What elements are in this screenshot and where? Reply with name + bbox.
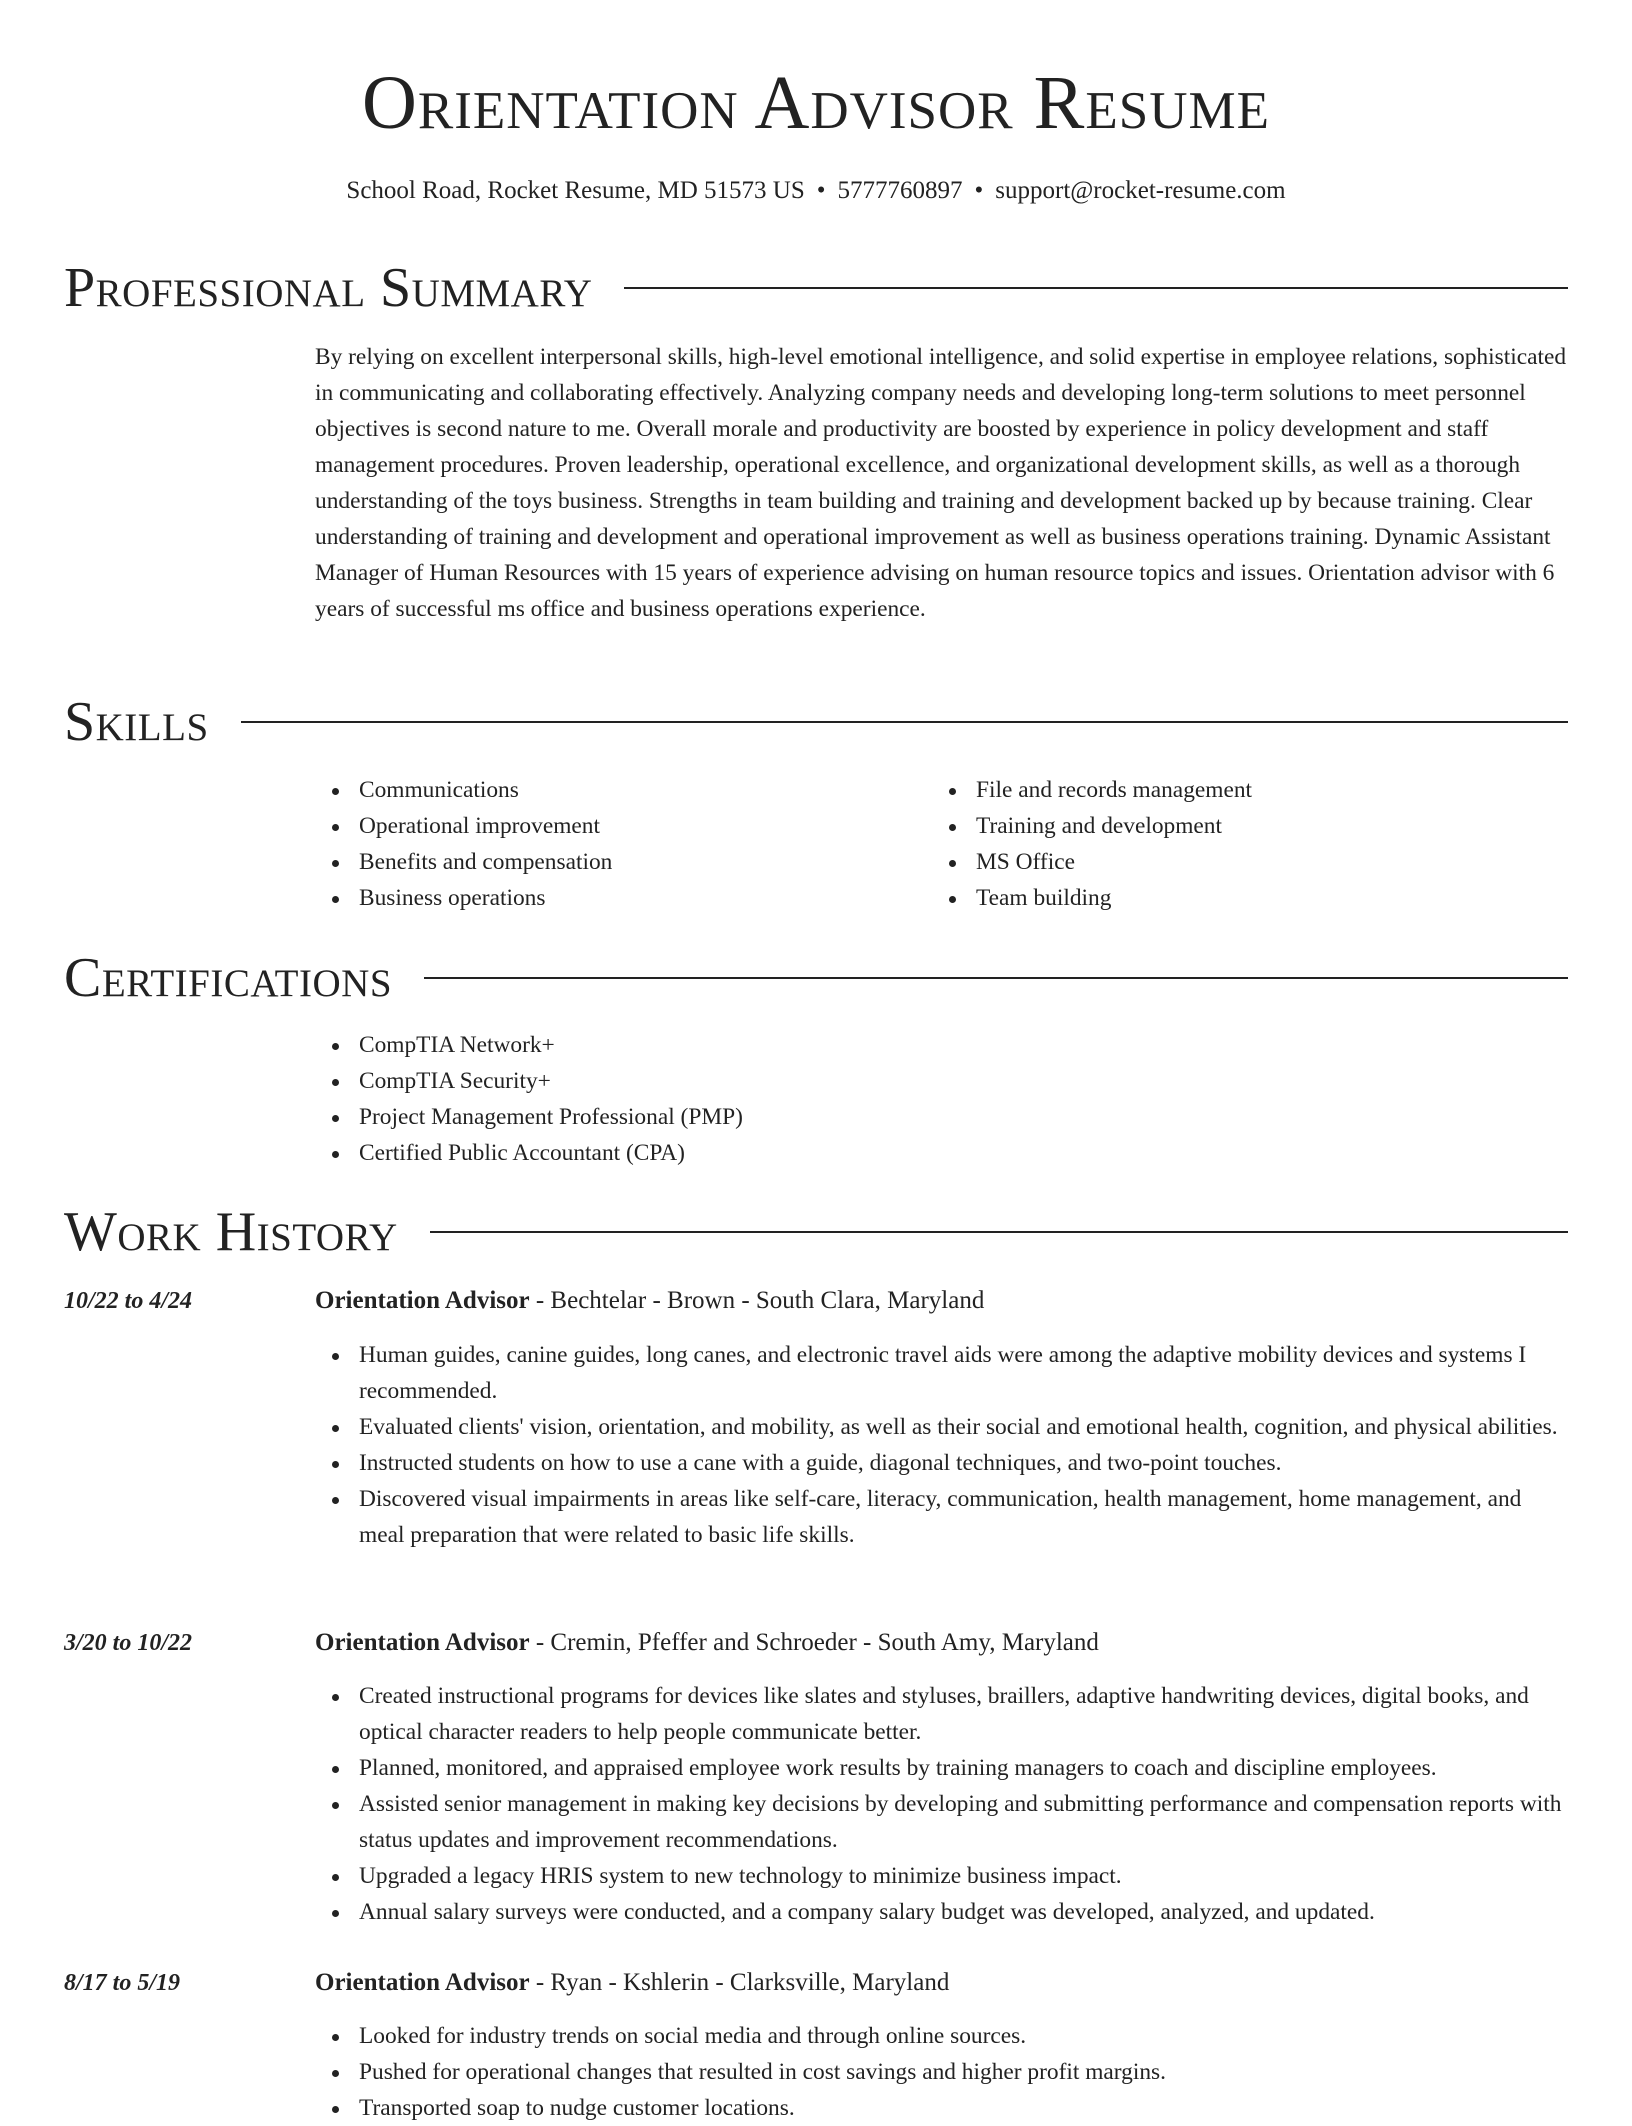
job-duty-item: Created instructional programs for devices like slates and styluses, braillers, adaptive handwriting devices, digital books, and optical character readers to help people communicate better. bbox=[315, 1678, 1568, 1750]
job-role: Orientation Advisor bbox=[315, 1287, 530, 1314]
job-duties-list bbox=[315, 1337, 1568, 1553]
job-role: Orientation Advisor bbox=[315, 1969, 530, 1996]
job-duty-item: Transported soap to nudge customer locations. bbox=[315, 2090, 1568, 2126]
certification-item: CompTIA Network+ bbox=[315, 1027, 1568, 1063]
skills-left-column bbox=[315, 772, 915, 916]
job-title-line bbox=[315, 1967, 1568, 1999]
skills-right-column bbox=[932, 772, 1532, 916]
section-divider bbox=[430, 1231, 1568, 1233]
certifications-list bbox=[315, 1027, 1568, 1171]
job-dates: 10/22 to 4/24 bbox=[64, 1288, 193, 1314]
job-dates: 3/20 to 10/22 bbox=[64, 1630, 193, 1656]
job-role: Orientation Advisor bbox=[315, 1629, 530, 1656]
work-history-section-header bbox=[64, 1200, 1568, 1264]
skills-list-left bbox=[315, 772, 915, 916]
certification-item: CompTIA Security+ bbox=[315, 1063, 1568, 1099]
section-divider bbox=[241, 721, 1568, 723]
job-duty-item: Planned, monitored, and appraised employee work results by training managers to coach and discipline employees. bbox=[315, 1750, 1568, 1786]
job-dates: 8/17 to 5/19 bbox=[64, 1970, 181, 1996]
skill-item: Operational improvement bbox=[315, 808, 915, 844]
skills-heading: Skills bbox=[64, 691, 209, 753]
contact-separator: • bbox=[974, 177, 984, 204]
job-title-line bbox=[315, 1285, 1568, 1317]
job-duties bbox=[315, 1678, 1568, 1930]
skill-item: Business operations bbox=[315, 880, 915, 916]
job-duty-item: Evaluated clients' vision, orientation, and mobility, as well as their social and emotional health, cognition, and physical abilities. bbox=[315, 1409, 1568, 1445]
section-divider bbox=[424, 977, 1568, 979]
summary-heading: Professional Summary bbox=[64, 257, 593, 319]
job-duty-item: Annual salary surveys were conducted, and a company salary budget was developed, analyzed, and updated. bbox=[315, 1894, 1568, 1930]
job-duties-list bbox=[315, 2018, 1568, 2126]
certifications-section-header bbox=[64, 946, 1568, 1010]
job-duties-list bbox=[315, 1678, 1568, 1930]
job-duties bbox=[315, 1337, 1568, 1553]
certifications-block bbox=[315, 1027, 1568, 1171]
contact-line bbox=[64, 175, 1568, 207]
contact-separator: • bbox=[816, 177, 826, 204]
skills-section-header bbox=[64, 690, 1568, 754]
work-history-heading: Work History bbox=[64, 1201, 398, 1263]
contact-email: support@rocket-resume.com bbox=[995, 177, 1286, 204]
skill-item: Team building bbox=[932, 880, 1532, 916]
job-employer: - Ryan - Kshlerin - Clarksville, Maryland bbox=[529, 1969, 950, 1996]
job-duties bbox=[315, 2018, 1568, 2126]
job-employer: - Bechtelar - Brown - South Clara, Maryland bbox=[529, 1287, 985, 1314]
skills-list-right bbox=[932, 772, 1532, 916]
job-duty-item: Discovered visual impairments in areas like self-care, literacy, communication, health management, home management, and meal preparation that were related to basic life skills. bbox=[315, 1481, 1568, 1553]
job-duty-item: Upgraded a legacy HRIS system to new technology to minimize business impact. bbox=[315, 1858, 1568, 1894]
job-title-line bbox=[315, 1627, 1568, 1659]
summary-text: By relying on excellent interpersonal skills, high-level emotional intelligence, and solid expertise in employee relations, sophisticated in communicating and collaborating effectively. Analyzing company needs and developing long-term solutions to meet personnel objectives is second nature to me. Overall morale and productivity are boosted by experience in policy development and staff management procedures. Proven leadership, operational excellence, and organizational development skills, as well as a thorough understanding of the toys business. Strengths in team building and training and development backed up by because training. Clear understanding of training and development and operational improvement as well as business operations training. Dynamic Assistant Manager of Human Resources with 15 years of experience advising on human resource topics and issues. Orientation advisor with 6 years of successful ms office and business operations experience. bbox=[315, 344, 1567, 622]
skill-item: Benefits and compensation bbox=[315, 844, 915, 880]
section-divider bbox=[624, 287, 1568, 289]
skill-item: Communications bbox=[315, 772, 915, 808]
skill-item: File and records management bbox=[932, 772, 1532, 808]
job-duty-item: Pushed for operational changes that resulted in cost savings and higher profit margins. bbox=[315, 2054, 1568, 2090]
job-duty-item: Human guides, canine guides, long canes, and electronic travel aids were among the adaptive mobility devices and systems I recommended. bbox=[315, 1337, 1568, 1409]
contact-phone: 5777760897 bbox=[837, 177, 963, 204]
job-duty-item: Looked for industry trends on social media and through online sources. bbox=[315, 2018, 1568, 2054]
summary-section-header bbox=[64, 256, 1568, 320]
skill-item: MS Office bbox=[932, 844, 1532, 880]
contact-address: School Road, Rocket Resume, MD 51573 US bbox=[346, 177, 805, 204]
job-duty-item: Instructed students on how to use a cane with a guide, diagonal techniques, and two-point touches. bbox=[315, 1445, 1568, 1481]
certifications-heading: Certifications bbox=[64, 947, 393, 1009]
job-employer: - Cremin, Pfeffer and Schroeder - South Amy, Maryland bbox=[529, 1629, 1099, 1656]
skill-item: Training and development bbox=[932, 808, 1532, 844]
resume-title: Orientation Advisor Resume bbox=[362, 61, 1270, 145]
certification-item: Project Management Professional (PMP) bbox=[315, 1099, 1568, 1135]
certification-item: Certified Public Accountant (CPA) bbox=[315, 1135, 1568, 1171]
job-duty-item: Assisted senior management in making key decisions by developing and submitting performance and compensation reports with status updates and improvement recommendations. bbox=[315, 1786, 1568, 1858]
